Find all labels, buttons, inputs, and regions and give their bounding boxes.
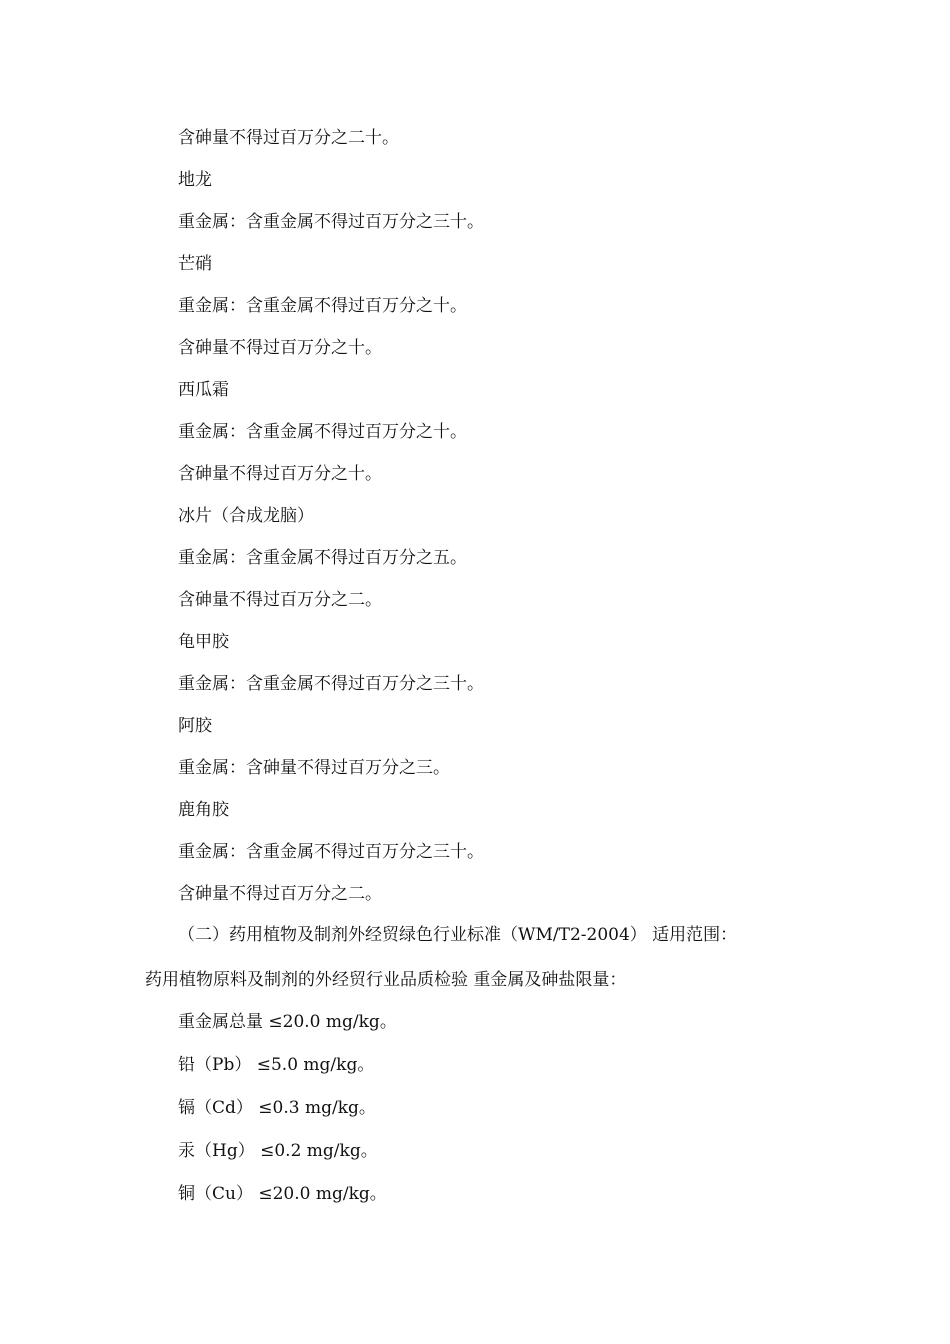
text-line: 冰片（合成龙脑） xyxy=(178,506,314,526)
text-line: 鹿角胶 xyxy=(178,800,229,820)
text-line: 地龙 xyxy=(178,170,212,190)
text-line: 重金属：含砷量不得过百万分之三。 xyxy=(178,758,450,778)
text-line: 重金属：含重金属不得过百万分之十。 xyxy=(178,422,467,442)
text-line: 铅（Pb） ≤5.0 mg/kg。 xyxy=(178,1055,375,1075)
text-line: （二）药用植物及制剂外经贸绿色行业标准（WM/T2-2004） 适用范围： xyxy=(178,925,738,945)
text-line: 西瓜霜 xyxy=(178,380,229,400)
text-line: 重金属：含重金属不得过百万分之三十。 xyxy=(178,842,484,862)
text-line: 重金属：含重金属不得过百万分之十。 xyxy=(178,296,467,316)
text-line: 重金属：含重金属不得过百万分之五。 xyxy=(178,548,467,568)
text-line: 药用植物原料及制剂的外经贸行业品质检验 重金属及砷盐限量： xyxy=(145,970,627,990)
text-line: 镉（Cd） ≤0.3 mg/kg。 xyxy=(178,1098,376,1118)
text-line: 重金属总量 ≤20.0 mg/kg。 xyxy=(178,1012,397,1032)
text-line: 重金属：含重金属不得过百万分之三十。 xyxy=(178,674,484,694)
text-line: 含砷量不得过百万分之二十。 xyxy=(178,128,399,148)
text-line: 汞（Hg） ≤0.2 mg/kg。 xyxy=(178,1141,378,1161)
text-line: 含砷量不得过百万分之二。 xyxy=(178,884,382,904)
text-line: 含砷量不得过百万分之十。 xyxy=(178,464,382,484)
text-line: 阿胶 xyxy=(178,716,212,736)
text-line: 芒硝 xyxy=(178,254,212,274)
text-line: 龟甲胶 xyxy=(178,632,229,652)
text-line: 铜（Cu） ≤20.0 mg/kg。 xyxy=(178,1184,387,1204)
text-line: 含砷量不得过百万分之十。 xyxy=(178,338,382,358)
text-line: 含砷量不得过百万分之二。 xyxy=(178,590,382,610)
text-line: 重金属：含重金属不得过百万分之三十。 xyxy=(178,212,484,232)
